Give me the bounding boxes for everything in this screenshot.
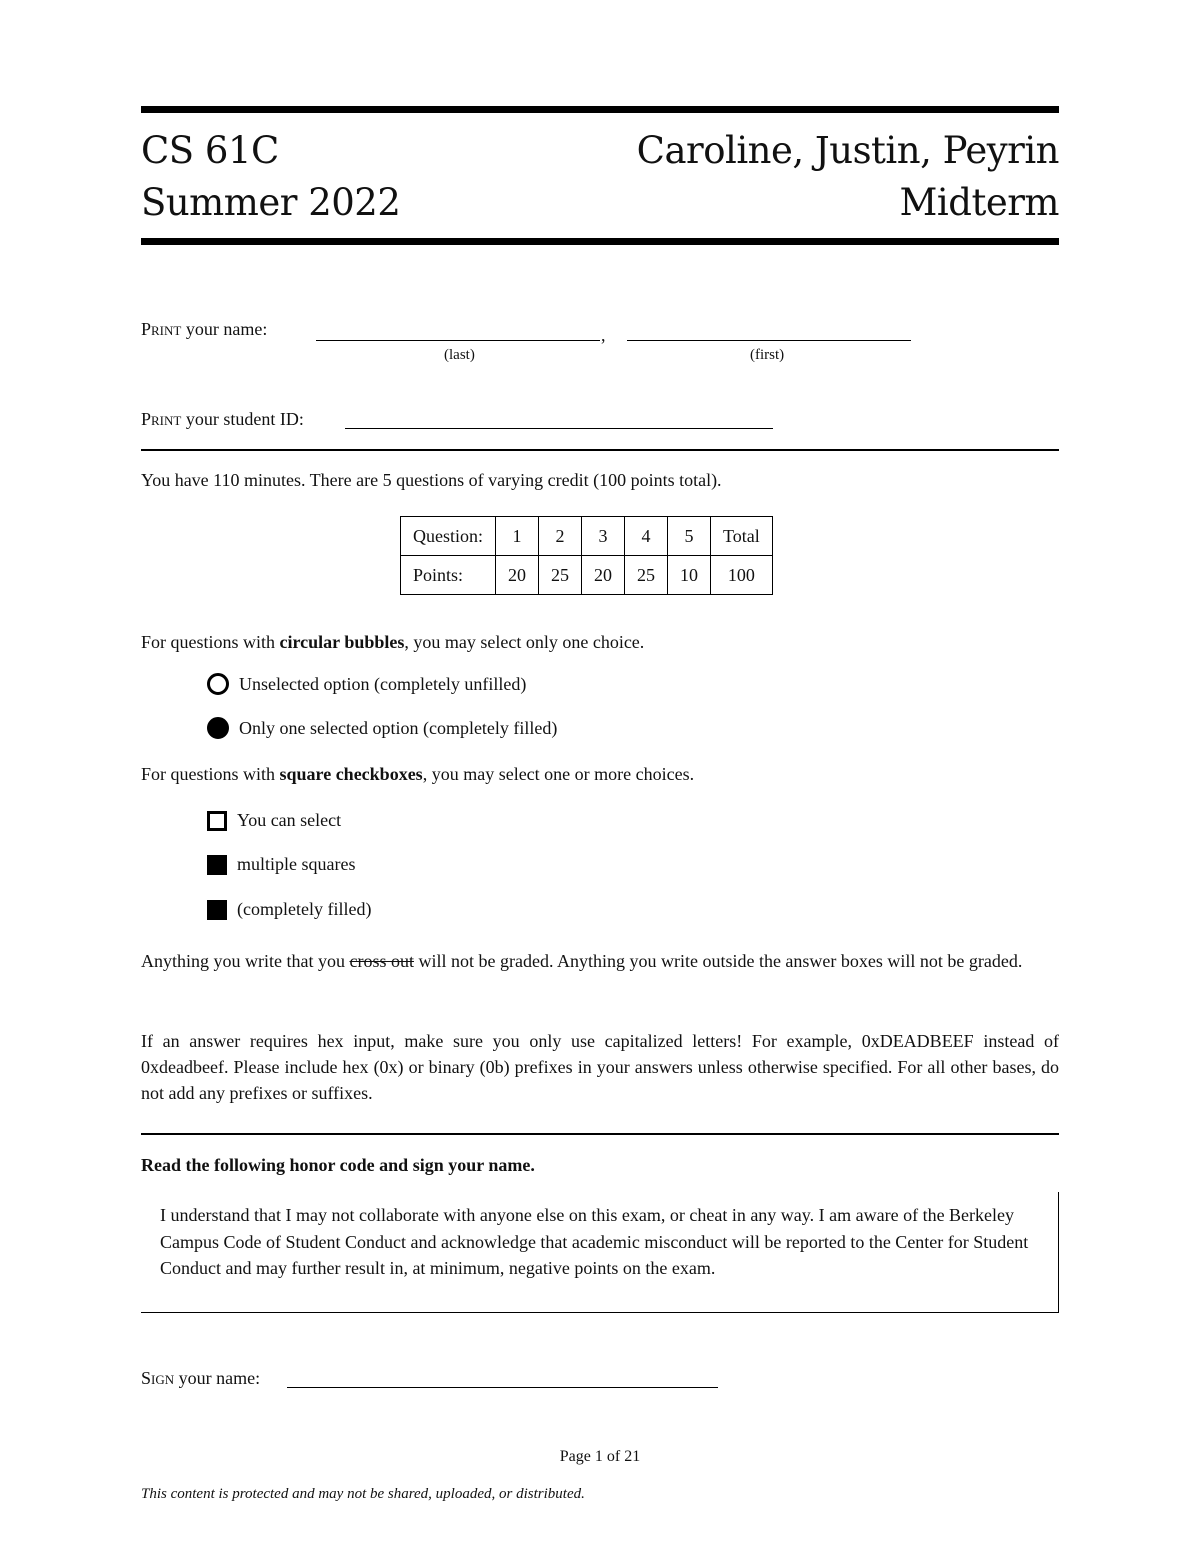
checkbox-empty-icon: [207, 811, 227, 831]
time-text: You have 110 minutes. There are 5 questions of varying credit (100 points total).: [141, 470, 722, 490]
top-rule: [141, 106, 1059, 113]
sign-name-label: Sign your name:: [141, 1368, 261, 1388]
points-cell: 10: [668, 556, 711, 595]
question-cell: 4: [625, 517, 668, 556]
name-comma: ,: [601, 325, 606, 345]
checkbox-option-2[interactable]: multiple squares: [207, 854, 355, 875]
checkbox-option-3[interactable]: (completely filled): [207, 899, 371, 920]
bubble-empty-icon: [207, 673, 229, 695]
checkbox-instruction: For questions with square checkboxes, you may select one or more choices.: [141, 764, 695, 784]
checkbox-option-1[interactable]: You can select: [207, 810, 341, 831]
points-cell: 20: [496, 556, 539, 595]
print-id-label: Print your student ID:: [141, 409, 304, 429]
section-rule-2: [141, 1133, 1059, 1135]
points-table: [400, 516, 773, 595]
bubbles-instruction: For questions with circular bubbles, you may select only one choice.: [141, 632, 645, 652]
first-caption: (first): [750, 347, 785, 363]
question-cell: 1: [496, 517, 539, 556]
checkbox-filled-icon: [207, 855, 227, 875]
question-cell: 2: [539, 517, 582, 556]
bubble-unselected-option[interactable]: Unselected option (completely unfilled): [207, 673, 526, 695]
crossout-paragraph: Anything you write that you cross out will not be graded. Anything you write outside the answer boxes will not be graded.: [141, 951, 1023, 971]
first-name-field[interactable]: [627, 340, 911, 341]
question-label: Question:: [401, 517, 496, 556]
question-cell: 3: [582, 517, 625, 556]
question-cell: 5: [668, 517, 711, 556]
bubble-filled-icon: [207, 717, 229, 739]
last-caption: (last): [444, 347, 475, 363]
points-cell: 100: [711, 556, 773, 595]
points-cell: 25: [625, 556, 668, 595]
exam-name: Midterm: [899, 181, 1059, 224]
bubble-selected-option[interactable]: Only one selected option (completely filled): [207, 717, 557, 739]
points-label: Points:: [401, 556, 496, 595]
print-name-label: Print your name:: [141, 319, 268, 339]
honor-code-box: [141, 1192, 1059, 1313]
term: Summer 2022: [141, 181, 401, 224]
page-number: Page 1 of 21: [559, 1448, 641, 1465]
points-table-header-row: [401, 517, 773, 556]
signature-field[interactable]: [287, 1387, 718, 1388]
course-title: CS 61C: [141, 129, 279, 172]
points-cell: 25: [539, 556, 582, 595]
points-table-points-row: [401, 556, 773, 595]
question-cell: Total: [711, 517, 773, 556]
honor-code-text: I understand that I may not collaborate with anyone else on this exam, or cheat in any way. I am aware of the Berkeley Campus Code of Student Conduct and acknowledge that academic misconduct will be reported to the Center for Student Conduct and may further result in, at minimum, negative points on the exam.: [160, 1205, 1029, 1278]
protected-notice: This content is protected and may not be shared, uploaded, or distributed.: [141, 1486, 585, 1502]
hex-paragraph: If an answer requires hex input, make sure you only use capitalized letters! For example, 0xDEADBEEF instead of 0xdeadbeef. Please include hex (0x) or binary (0b) prefixes in your answers unless otherwise specified. For all other bases, do not add any prefixes or suffixes.: [141, 1031, 1059, 1103]
section-rule-1: [141, 449, 1059, 451]
points-cell: 20: [582, 556, 625, 595]
honor-heading: Read the following honor code and sign your name.: [141, 1155, 535, 1175]
header-bottom-rule: [141, 238, 1059, 245]
instructors: Caroline, Justin, Peyrin: [636, 129, 1059, 172]
last-name-field[interactable]: [316, 340, 600, 341]
checkbox-filled-icon: [207, 900, 227, 920]
student-id-field[interactable]: [345, 428, 773, 429]
